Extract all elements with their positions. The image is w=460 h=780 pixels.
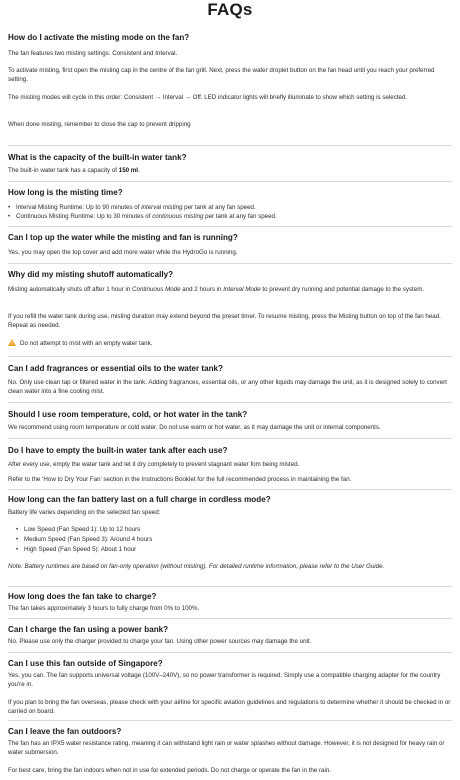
capacity-value: 150 ml xyxy=(118,167,139,174)
warning-note: Do not attempt to mist with an empty water tank. xyxy=(8,339,454,348)
page-title: FAQs xyxy=(207,0,253,19)
list-item: • High Speed (Fan Speed 5): About 1 hour xyxy=(16,546,137,553)
faq-answer-paragraph: Yes, you can. The fan supports universal voltage (100V–240V), so no power transformer is required. Simply use a compatible charging adapter for the country you're in. xyxy=(8,672,441,689)
section-divider xyxy=(8,720,452,721)
faq-question-top-up: Can I top up the water while the misting and fan is running? xyxy=(8,233,238,242)
list-item: • Low Speed (Fan Speed 1): Up to 12 hours xyxy=(16,526,141,533)
faq-question-outside-singapore: Can I use this fan outside of Singapore? xyxy=(8,659,163,668)
faq-answer-paragraph: No. Only use clean tap or filtered water in the tank. Adding fragrances, essential oils, or any other liquids may damage the unit, as it is designed solely to convert clean water into a fine cooling mist. xyxy=(8,379,447,396)
section-divider xyxy=(8,586,452,587)
section-divider xyxy=(8,226,452,227)
battery-note: Note: Battery runtimes are based on fan-only operation (without misting). For detailed runtime information, please refer to the User Guide. xyxy=(8,563,385,570)
faq-question-misting-time: How long is the misting time? xyxy=(8,188,123,197)
faq-answer-paragraph: Yes, you may open the top cover and add more water while the HydroGo is running. xyxy=(8,249,238,256)
faq-question-charge-time: How long does the fan take to charge? xyxy=(8,592,157,601)
faq-question-empty-tank: Do I have to empty the built-in water tank after each use? xyxy=(8,446,228,455)
faq-answer-paragraph: The misting modes will cycle in this order: Consistent → Interval → Off. LED indicator lights will briefly illuminate to show which setting is selected. xyxy=(8,94,408,101)
faq-answer-paragraph: To activate misting, first open the misting cap in the centre of the fan grill. Next, press the water droplet button on the fan head until you reach your preferred setting. xyxy=(8,67,435,84)
section-divider xyxy=(8,652,452,653)
faq-answer-paragraph: When done misting, remember to close the cap to prevent dripping xyxy=(8,121,191,128)
section-divider xyxy=(8,618,452,619)
section-divider xyxy=(8,402,452,403)
faq-answer-paragraph: Battery life varies depending on the selected fan speed: xyxy=(8,509,161,516)
faq-question-power-bank: Can I charge the fan using a power bank? xyxy=(8,625,169,634)
faq-answer-paragraph: If you plan to bring the fan overseas, please check with your airline for specific aviation guidelines and regulations to determine whether it should be checked in or carried on board. xyxy=(8,699,451,716)
warning-icon xyxy=(8,339,16,346)
faq-answer-paragraph: Refer to the ‘How to Dry Your Fan’ section in the Instructions Booklet for the full recommended process in maintaining the fan. xyxy=(8,476,352,483)
faq-answer-paragraph: After every use, empty the water tank and let it dry completely to prevent stagnant water fom being misted. xyxy=(8,461,300,468)
list-item: • Medium Speed (Fan Speed 3): Around 4 hours xyxy=(16,536,153,543)
faq-answer-paragraph: The built-in water tank has a capacity of 150 ml. xyxy=(8,167,140,174)
faq-answer-paragraph: For best care, bring the fan indoors when not in use for extended periods. Do not charge or operate the fan in the rain. xyxy=(8,767,331,774)
faq-question-water-temperature: Should I use room temperature, cold, or hot water in the tank? xyxy=(8,410,248,419)
faq-question-outdoors: Can I leave the fan outdoors? xyxy=(8,727,122,736)
faq-answer-paragraph: Misting automatically shuts off after 1 hour in Continuous Mode and 2 hours in Interval Mode to prevent dry running and potential damage to the system. xyxy=(8,286,425,293)
faq-answer-paragraph: The fan features two misting settings: Consistent and Interval. xyxy=(8,50,178,57)
faq-question-battery-life: How long can the fan battery last on a full charge in cordless mode? xyxy=(8,495,271,504)
faq-answer-paragraph: The fan has an IPX5 water resistance rating, meaning it can withstand light rain or water splashes without damage. However, it is not designed for heavy rain or water submersion. xyxy=(8,740,445,757)
section-divider xyxy=(8,356,452,357)
section-divider xyxy=(8,438,452,439)
section-divider xyxy=(8,145,452,146)
faq-question-fragrances: Can I add fragrances or essential oils to the water tank? xyxy=(8,364,223,373)
section-divider xyxy=(8,181,452,182)
faq-answer-paragraph: We recommend using room temperature or cold water. Do not use warm or hot water, as it may damage the unit or internal components. xyxy=(8,424,381,431)
list-item: • Continuous Misting Runtime: Up to 30 minutes of continuous misting per tank at any fan speed. xyxy=(8,213,277,220)
faq-answer-paragraph: If you refill the water tank during use, misting duration may extend beyond the preset timer. To resume misting, press the Misting button on top of the fan head. Repeat as needed. xyxy=(8,313,441,330)
list-item: • Interval Misting Runtime: Up to 90 minutes of interval misting per tank at any fan speed. xyxy=(8,204,256,211)
section-divider xyxy=(8,263,452,264)
faq-question-misting-activation: How do I activate the misting mode on the fan? xyxy=(8,33,190,42)
faq-answer-paragraph: The fan takes approximately 3 hours to fully charge from 0% to 100%. xyxy=(8,605,200,612)
faq-question-tank-capacity: What is the capacity of the built-in water tank? xyxy=(8,153,187,162)
faq-answer-paragraph: No. Please use only the charger provided to charge your fan. Using other power sources may damage the unit. xyxy=(8,638,312,645)
faq-question-auto-shutoff: Why did my misting shutoff automatically? xyxy=(8,270,174,279)
section-divider xyxy=(8,489,452,490)
